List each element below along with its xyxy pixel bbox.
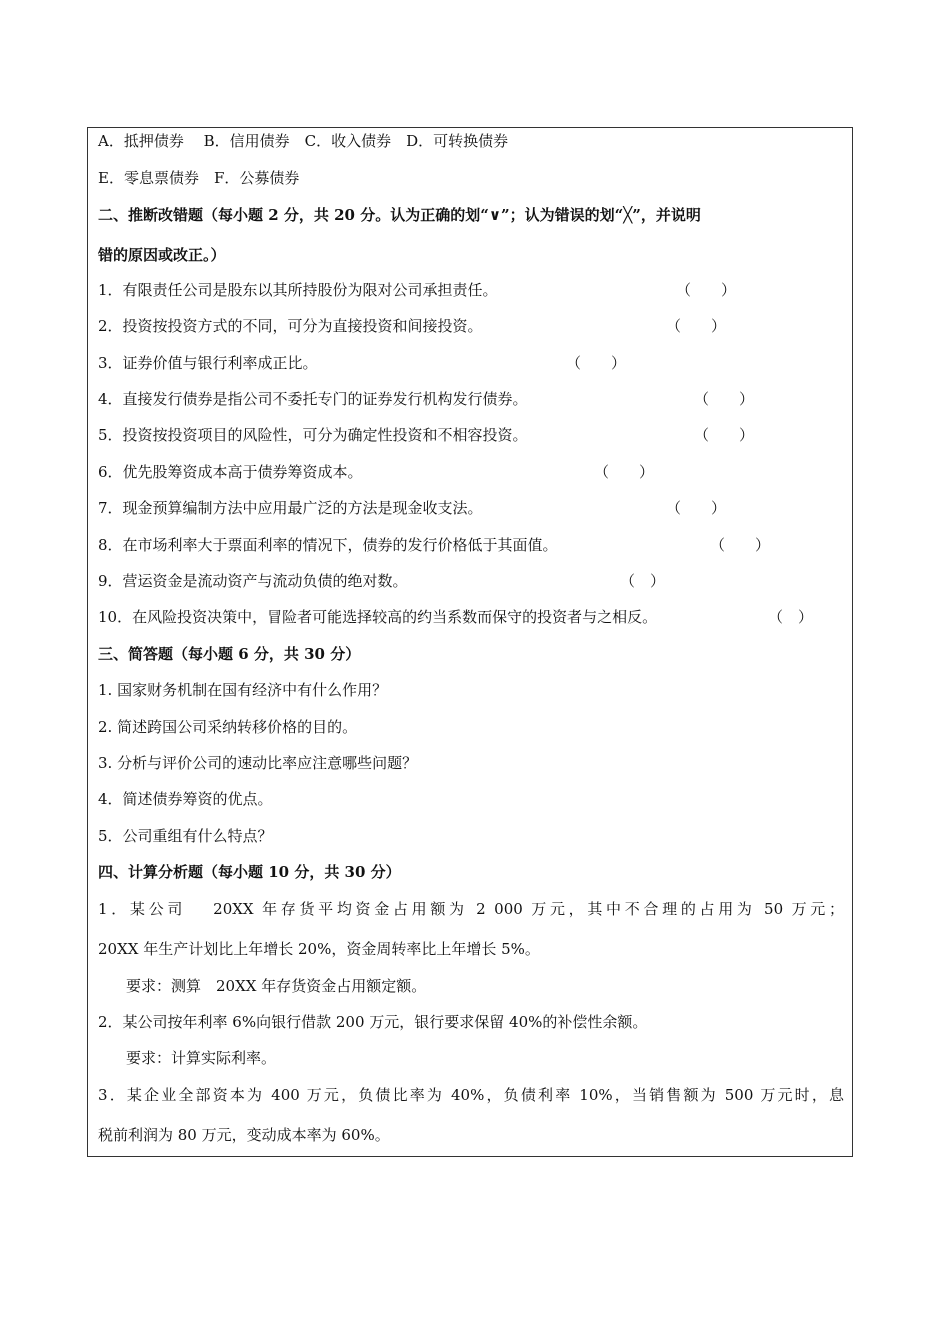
- judge-item-2: 2．投资按投资方式的不同，可分为直接投资和间接投资。: [98, 317, 483, 335]
- calc-q2-requirement: 要求：计算实际利率。: [126, 1049, 277, 1067]
- judge-item-1: 1．有限责任公司是股东以其所持股份为限对公司承担责任。: [98, 281, 498, 299]
- calc-q3-line-1: 3．某企业全部资本为 400 万元，负债比率为 40%，负债利率 10%，当销售额为 500 万元时，息: [98, 1086, 844, 1104]
- judge-item-5: 5．投资按投资项目的风险性，可分为确定性投资和不相容投资。: [98, 426, 528, 444]
- calc-q2-line-1: 2．某公司按年利率 6%向银行借款 200 万元，银行要求保留 40%的补偿性余额。: [98, 1013, 648, 1031]
- answer-parentheses-9: （ ）: [620, 572, 666, 590]
- answer-parentheses-4: （ ）: [694, 390, 755, 408]
- short-answer-4: 4．简述债券筹资的优点。: [98, 790, 273, 808]
- short-answer-2: 2. 简述跨国公司采纳转移价格的目的。: [98, 718, 358, 736]
- answer-parentheses-2: （ ）: [666, 317, 727, 335]
- answer-parentheses-1: （ ）: [676, 281, 737, 299]
- answer-parentheses-6: （ ）: [594, 463, 655, 481]
- judge-item-7: 7．现金预算编制方法中应用最广泛的方法是现金收支法。: [98, 499, 483, 517]
- judge-item-8: 8．在市场利率大于票面利率的情况下，债券的发行价格低于其面值。: [98, 536, 558, 554]
- judge-item-6: 6．优先股筹资成本高于债券筹资成本。: [98, 463, 363, 481]
- answer-parentheses-7: （ ）: [666, 499, 727, 517]
- answer-parentheses-5: （ ）: [694, 426, 755, 444]
- calc-q1-line-1: 1．某公司 20XX 年存货平均资金占用额为 2 000 万元，其中不合理的占用为 50 万元；: [98, 900, 844, 918]
- mc-options-line-1: A．抵押债券 B．信用债券 C．收入债券 D．可转换债券: [98, 132, 509, 150]
- section-4-heading: 四、计算分析题（每小题 10 分，共 30 分）: [98, 863, 401, 881]
- exam-content-box: [87, 127, 853, 1157]
- calc-q1-line-2: 20XX 年生产计划比上年增长 20%，资金周转率比上年增长 5%。: [98, 940, 540, 958]
- answer-parentheses-10: （ ）: [768, 608, 814, 626]
- section-2-heading: 二、推断改错题（每小题 2 分，共 20 分。认为正确的划“∨”；认为错误的划“╳”，并说明: [98, 206, 701, 224]
- judge-item-9: 9．营运资金是流动资产与流动负债的绝对数。: [98, 572, 408, 590]
- short-answer-3: 3. 分析与评价公司的速动比率应注意哪些问题？: [98, 754, 418, 772]
- judge-item-4: 4．直接发行债券是指公司不委托专门的证券发行机构发行债券。: [98, 390, 528, 408]
- answer-parentheses-3: （ ）: [566, 354, 627, 372]
- calc-q1-requirement: 要求：测算 20XX 年存货资金占用额定额。: [126, 977, 427, 995]
- short-answer-1: 1. 国家财务机制在国有经济中有什么作用？: [98, 681, 388, 699]
- judge-item-3: 3．证券价值与银行利率成正比。: [98, 354, 318, 372]
- short-answer-5: 5．公司重组有什么特点？: [98, 827, 273, 845]
- answer-parentheses-8: （ ）: [710, 536, 771, 554]
- section-2-heading-cont: 错的原因或改正。）: [98, 246, 226, 264]
- section-3-heading: 三、简答题（每小题 6 分，共 30 分）: [98, 645, 361, 663]
- mc-options-line-2: E．零息票债券 F．公募债券: [98, 169, 300, 187]
- judge-item-10: 10．在风险投资决策中，冒险者可能选择较高的约当系数而保守的投资者与之相反。: [98, 608, 658, 626]
- calc-q3-line-2: 税前利润为 80 万元，变动成本率为 60%。: [98, 1126, 390, 1144]
